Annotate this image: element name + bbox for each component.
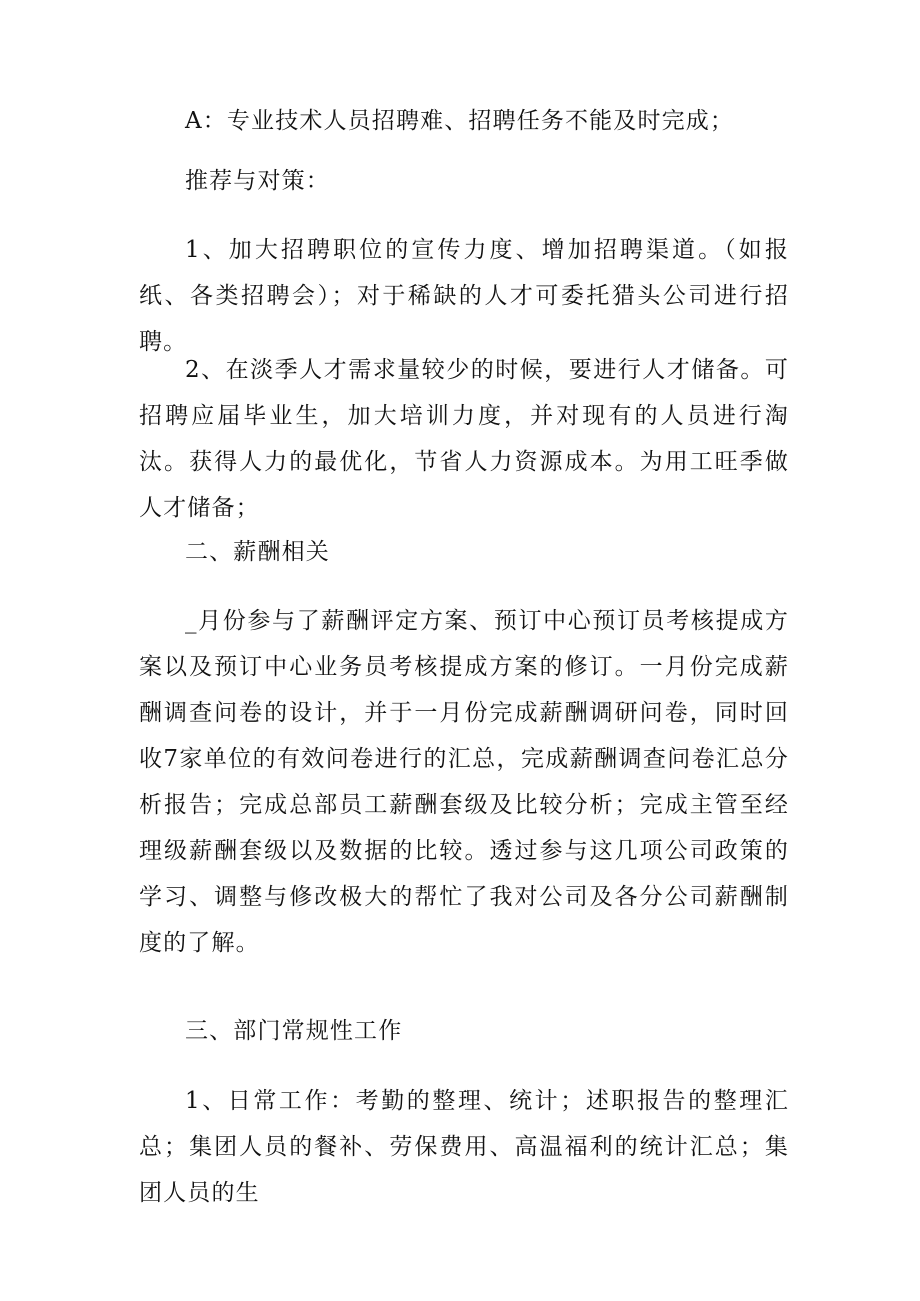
salary-section-paragraph: _月份参与了薪酬评定方案、预订中心预订员考核提成方案以及预订中心业务员考核提成方案的修订。一月份完成薪酬调查问卷的设计，并于一月份完成薪酬调研问卷，同时回收7家单位的有效问卷进行的汇总，完成薪酬调查问卷汇总分析报告；完成总部员工薪酬套级及比较分析；完成主管至经理级薪酬套级以及数据的比较。透过参与这几项公司政策的学习、调整与修改极大的帮忙了我对公司及各分公司薪酬制度的了解。 xyxy=(139,608,789,956)
recommendation-paragraph-2: 2、在淡季人才需求量较少的时候，要进行人才储备。可招聘应届毕业生，加大培训力度，并对现有的人员进行淘汰。获得人力的最优化，节省人力资源成本。为用工旺季做人才储备； xyxy=(139,357,789,521)
recommendations-heading: 推荐与对策： xyxy=(185,168,330,194)
salary-section-heading: 二、薪酬相关 xyxy=(185,539,330,565)
routine-work-paragraph: 1、日常工作：考勤的整理、统计；述职报告的整理汇总；集团人员的餐补、劳保费用、高温福利的统计汇总；集团人员的生 xyxy=(139,1088,789,1206)
recruitment-problem-paragraph: A：专业技术人员招聘难、招聘任务不能及时完成； xyxy=(185,108,735,134)
recommendation-paragraph-1: 1、加大招聘职位的宣传力度、增加招聘渠道。（如报纸、各类招聘会）；对于稀缺的人才可委托猎头公司进行招聘。 xyxy=(139,237,789,355)
routine-work-heading: 三、部门常规性工作 xyxy=(185,1018,403,1044)
